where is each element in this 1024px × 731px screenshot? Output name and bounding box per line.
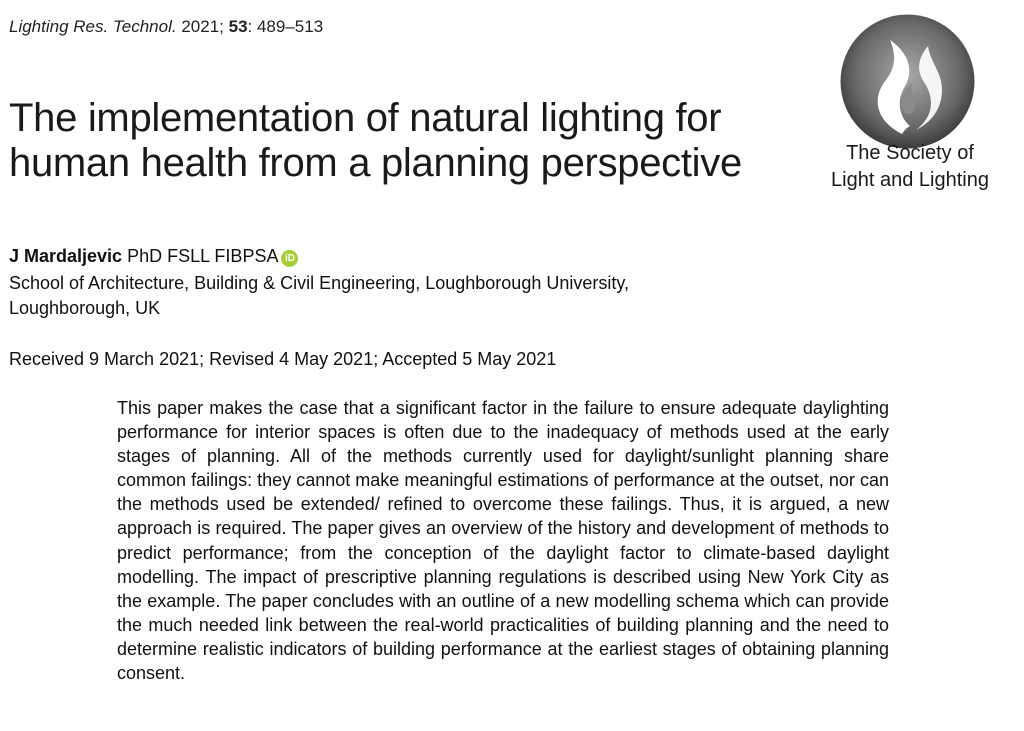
society-logo bbox=[815, 14, 1005, 204]
flame-logo-icon bbox=[840, 14, 975, 149]
journal-citation bbox=[9, 17, 323, 37]
author-line bbox=[9, 245, 298, 267]
society-name-line2: Light and Lighting bbox=[831, 169, 989, 191]
journal-name: Lighting Res. Technol. bbox=[9, 17, 177, 36]
orcid-icon[interactable]: iD bbox=[281, 250, 298, 267]
author-name: J Mardaljevic bbox=[9, 246, 123, 266]
submission-dates: Received 9 March 2021; Revised 4 May 2021; Accepted 5 May 2021 bbox=[9, 349, 557, 369]
paper-title: The implementation of natural lighting for human health from a planning perspective bbox=[9, 96, 742, 185]
author-affiliation: School of Architecture, Building & Civil Engineering, Loughborough University, Loughborough, UK bbox=[9, 273, 630, 318]
journal-year: 2021; bbox=[181, 17, 224, 36]
society-name bbox=[815, 140, 1005, 194]
abstract: This paper makes the case that a significant factor in the failure to ensure adequate daylighting performance for interior spaces is often due to the inadequacy of methods used at the early stages of planning. All of the methods currently used for daylight/sunlight planning share common failings: they cannot make meaningful estimations of performance at the outset, nor can the methods used be extended/ refined to overcome these failings. Thus, it is argued, a new approach is required. The paper gives an overview of the history and development of methods to predict performance; from the conception of the daylight factor to climate-based daylight modelling. The impact of prescriptive planning regulations is described using New York City as the example. The paper concludes with an outline of a new modelling schema which can provide the much needed link between the real-world practicalities of building planning and the need to determine realistic indicators of building performance at the earliest stages of obtaining planning consent. bbox=[117, 398, 889, 684]
journal-volume: 53 bbox=[228, 17, 248, 36]
author-credentials: PhD FSLL FIBPSA bbox=[122, 246, 279, 266]
society-name-line1: The Society of bbox=[846, 142, 974, 164]
journal-pages: : 489–513 bbox=[247, 17, 324, 36]
